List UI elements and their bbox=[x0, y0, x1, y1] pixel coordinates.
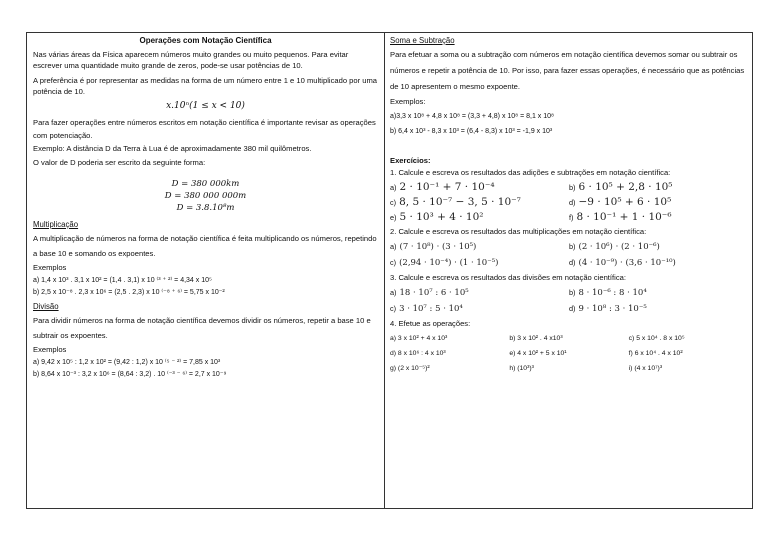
could-paragraph: O valor de D poderia ser escrito da seguinte forma: bbox=[33, 158, 206, 167]
page-title: Operações com Notação Científica bbox=[139, 36, 272, 45]
division-example-b: b) 8,64 x 10⁻³ : 3,2 x 10⁶ = (8,64 : 3,2) . 10 ⁽⁻³ ⁻ ⁶⁾ = 2,7 x 10⁻⁹ bbox=[33, 371, 227, 378]
q4-item-c: c) 5 x 10⁴ . 8 x 10⁵ bbox=[628, 335, 685, 342]
q1-row-3: e) 5 · 10³ + 4 · 10² f) 8 · 10⁻¹ + 1 · 10⁻⁶ bbox=[390, 211, 672, 223]
q4-row-1 bbox=[390, 331, 748, 346]
q2-row-2: c) (2,94 · 10⁻⁴) · (1 · 10⁻⁵) d) (4 · 10⁻⁹) · (3,6 · 10⁻¹⁰) bbox=[390, 255, 748, 271]
q2-item-d: (4 · 10⁻⁹) · (3,6 · 10⁻¹⁰) bbox=[578, 258, 676, 268]
sum-example-b: b) 6,4 x 10³ - 8,3 x 10³ = (6,4 - 8,3) x 10³ = -1,9 x 10³ bbox=[390, 128, 553, 135]
question-1: 1. Calcule e escreva os resultados das adições e subtrações em notação científica: bbox=[390, 168, 671, 177]
division-examples-label: Exemplos bbox=[33, 345, 67, 354]
q3-item-d: 9 · 10⁸ : 3 · 10⁻⁵ bbox=[578, 304, 647, 314]
multiplication-example-b: b) 2,5 x 10⁻⁸ . 2,3 x 10⁶ = (2,5 . 2,3) x 10 ⁽⁻⁸ ⁺ ⁶⁾ = 5,75 x 10⁻² bbox=[33, 289, 225, 296]
sum-example-a: a)3,3 x 10⁸ + 4,8 x 10⁸ = (3,3 + 4,8) x 10⁸ = 8,1 x 10⁸ bbox=[390, 113, 554, 120]
multiplication-examples-label: Exemplos bbox=[33, 263, 67, 272]
q1-item-a: 2 · 10⁻¹ + 7 · 10⁻⁴ bbox=[399, 181, 495, 193]
q1-row-2: c) 8, 5 · 10⁻⁷ − 3, 5 · 10⁻⁷ d) −9 · 10⁵ + 6 · 10⁵ bbox=[390, 196, 672, 208]
example-paragraph: Exemplo: A distância D da Terra à Lua é de aproximadamente 380 mil quilômetros. bbox=[33, 144, 312, 153]
q4-row-3 bbox=[390, 361, 748, 376]
q4-item-d: d) 8 x 10⁶ : 4 x 10³ bbox=[390, 350, 446, 357]
q4-row-2 bbox=[390, 346, 748, 361]
q2-item-c: (2,94 · 10⁻⁴) · (1 · 10⁻⁵) bbox=[399, 258, 499, 268]
left-column bbox=[27, 33, 385, 508]
q3-item-a: 18 · 10⁷ : 6 · 10⁵ bbox=[399, 288, 469, 298]
question-2: 2. Calcule e escreva os resultados das multiplicações em notação científica: bbox=[390, 227, 647, 236]
q4-item-g: g) (2 x 10⁻⁵)² bbox=[390, 365, 430, 372]
q4-item-f: f) 6 x 10⁴ . 4 x 10² bbox=[628, 350, 683, 357]
q4-item-h: h) (10³)³ bbox=[509, 365, 534, 372]
right-column bbox=[385, 33, 752, 508]
division-paragraph: Para dividir números na forma de notação científica devemos dividir os números, repetir a base 10 e subtrair os expoentes. bbox=[33, 316, 371, 340]
distance-line-2: D = 380 000 000m bbox=[164, 191, 247, 201]
scientific-notation-formula: x.10ⁿ(1 ≤ x < 10) bbox=[166, 101, 245, 111]
q3-row-2: c) 3 · 10⁷ : 5 · 10⁴ d) 9 · 10⁸ : 3 · 10⁻⁵ bbox=[390, 301, 748, 317]
q1-item-c: 8, 5 · 10⁻⁷ − 3, 5 · 10⁻⁷ bbox=[399, 196, 521, 208]
multiplication-paragraph: A multiplicação de números na forma de notação científica é feita multiplicando os números, repetindo a base 10 e somando os expoentes. bbox=[33, 234, 377, 258]
sum-heading: Soma e Subtração bbox=[390, 36, 455, 45]
q4-item-e: e) 4 x 10² + 5 x 10¹ bbox=[509, 350, 567, 357]
q3-item-b: 8 · 10⁻⁶ : 8 · 10⁴ bbox=[578, 288, 647, 298]
division-heading: Divisão bbox=[33, 302, 59, 311]
preference-paragraph: A preferência é por representar as medidas na forma de um número entre 1 e 10 multiplicado por uma potência de 10. bbox=[33, 76, 378, 96]
question-4: 4. Efetue as operações: bbox=[390, 319, 471, 328]
multiplication-heading: Multiplicação bbox=[33, 220, 79, 229]
q1-row-1: a) 2 · 10⁻¹ + 7 · 10⁻⁴ b) 6 · 10⁵ + 2,8 · 10⁵ bbox=[390, 181, 673, 193]
q1-item-d: −9 · 10⁵ + 6 · 10⁵ bbox=[578, 196, 672, 208]
q2-item-b: (2 · 10⁶) · (2 · 10⁻⁶) bbox=[578, 242, 660, 252]
document-page bbox=[26, 32, 753, 509]
multiplication-example-a: a) 1,4 x 10³ . 3,1 x 10² = (1,4 . 3,1) x 10 ⁽³ ⁺ ²⁾ = 4,34 x 10⁵ bbox=[33, 277, 212, 284]
q2-item-a: (7 · 10⁸) · (3 · 10⁵) bbox=[399, 242, 477, 252]
q1-item-e: 5 · 10³ + 4 · 10² bbox=[399, 211, 484, 223]
q1-item-b: 6 · 10⁵ + 2,8 · 10⁵ bbox=[578, 181, 673, 193]
q2-row-1: a) (7 · 10⁸) · (3 · 10⁵) b) (2 · 10⁶) · (2 · 10⁻⁶) bbox=[390, 239, 748, 255]
q3-row-1: a) 18 · 10⁷ : 6 · 10⁵ b) 8 · 10⁻⁶ : 8 · 10⁴ bbox=[390, 285, 748, 301]
intro-paragraph: Nas várias áreas da Física aparecem números muito grandes ou muito pequenos. Para evitar escrever uma quantidade muito grande de zeros, pode-se usar potências de 10. bbox=[33, 50, 349, 70]
q4-item-i: i) (4 x 10⁷)³ bbox=[628, 365, 663, 372]
distance-line-3: D = 3.8.10⁸m bbox=[176, 203, 235, 213]
operations-paragraph: Para fazer operações entre números escritos em notação científica é importante revisar as operações com potenciação. bbox=[33, 118, 376, 140]
division-example-a: a) 9,42 x 10⁵ : 1,2 x 10² = (9,42 : 1,2) x 10 ⁽⁵ ⁻ ²⁾ = 7,85 x 10³ bbox=[33, 359, 221, 366]
question-3: 3. Calcule e escreva os resultados das divisões em notação científica: bbox=[390, 273, 626, 282]
sum-examples-label: Exemplos: bbox=[390, 97, 426, 106]
exercises-heading: Exercícios: bbox=[390, 156, 431, 165]
sum-paragraph: Para efetuar a soma ou a subtração com números em notação científica devemos somar ou subtrair os números e repetir a potência de 10. Por isso, para fazer essas operações, é necessário que as potências de 10 apresentem o mesmo expoente. bbox=[390, 50, 745, 91]
q3-item-c: 3 · 10⁷ : 5 · 10⁴ bbox=[399, 304, 463, 314]
distance-line-1: D = 380 000km bbox=[171, 179, 240, 189]
q4-item-b: b) 3 x 10² . 4 x10³ bbox=[509, 335, 563, 342]
q1-item-f: 8 · 10⁻¹ + 1 · 10⁻⁶ bbox=[576, 211, 672, 223]
q4-item-a: a) 3 x 10² + 4 x 10³ bbox=[390, 335, 448, 342]
